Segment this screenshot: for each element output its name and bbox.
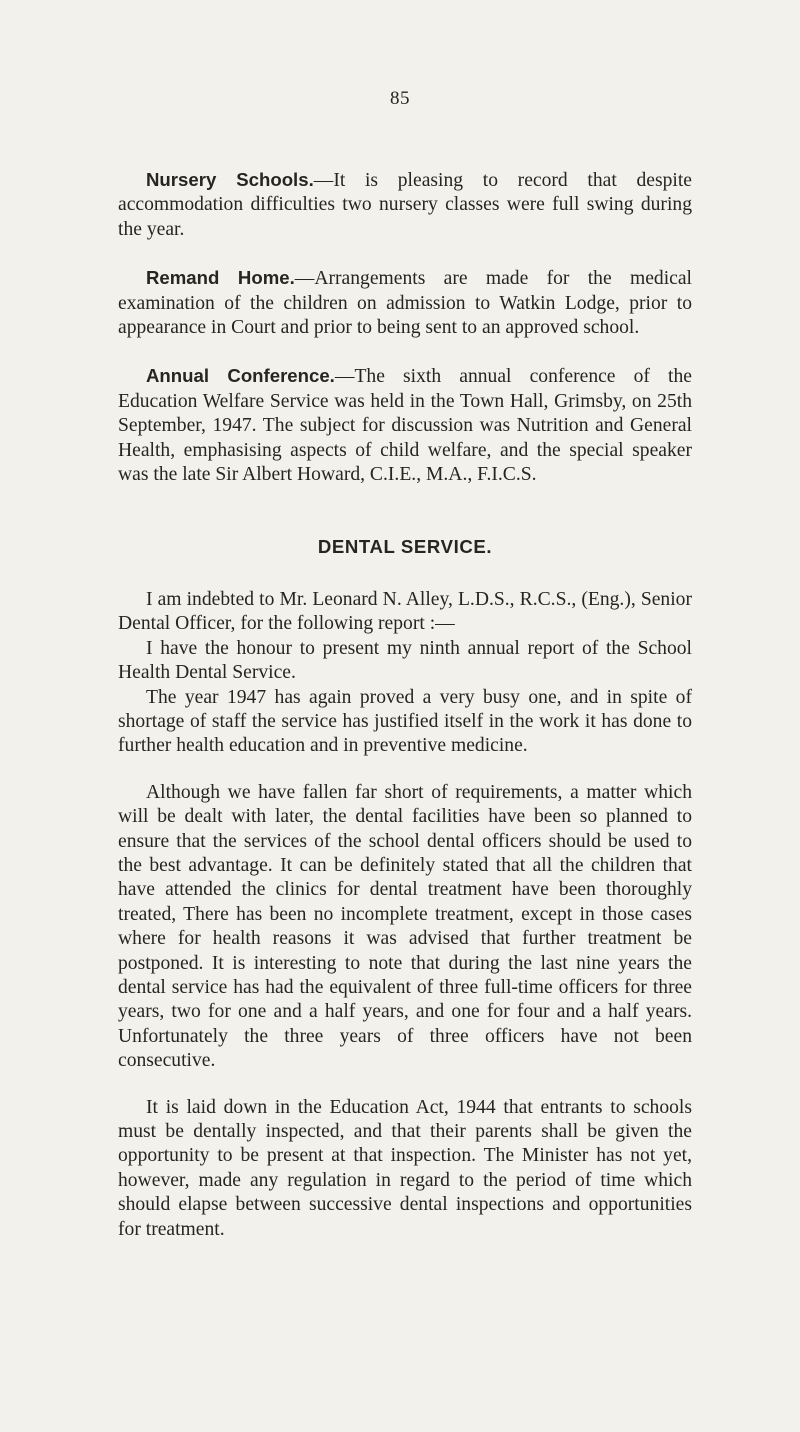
paragraph-text-annual-conference: —The sixth annual conference of the Education Welfare Service was held in the Town Hall, Grimsby, on 25th September, 1947. The subject for discussion was Nutrition and General Health, emphasising aspects of child welfare, and the special speaker was the late Sir Albert Howard, C.I.E., M.A., F.I.C.S. bbox=[118, 366, 692, 486]
section-heading-dental-service: DENTAL SERVICE. bbox=[317, 536, 493, 558]
paragraph-dental-report-2: The year 1947 has again proved a very busy one, and in spite of shortage of staff the service has justified itself in the work it has done to further health education and in preventive medicine. bbox=[118, 686, 692, 757]
paragraph-annual-conference bbox=[118, 364, 692, 487]
paragraph-text-nursery-schools: —It is pleasing to record that despite accommodation difficulties two nursery classes were full swing during the year. bbox=[118, 170, 692, 240]
paragraph-remand-home bbox=[118, 266, 692, 340]
paragraph-dental-report-4: It is laid down in the Education Act, 1944 that entrants to schools must be dentally inspected, and that their parents shall be given the opportunity to be present at that inspection. The Minister has not yet, however, made any regulation in regard to the period of time which should elapse between successive dental inspections and opportunities for treatment. bbox=[118, 1096, 692, 1240]
paragraph-dental-report-1: I have the honour to present my ninth annual report of the School Health Dental Service. bbox=[118, 637, 692, 684]
run-in-heading-remand-home: Remand Home. bbox=[146, 267, 295, 289]
page-body bbox=[118, 168, 692, 1242]
page-number: 85 bbox=[390, 88, 410, 109]
paragraph-dental-intro: I am indebted to Mr. Leonard N. Alley, L.D.S., R.C.S., (Eng.), Senior Dental Officer, for the following report :— bbox=[118, 588, 692, 635]
paragraph-text-remand-home: —Arrangements are made for the medical examination of the children on admission to Watkin Lodge, prior to appearance in Court and prior to being sent to an approved school. bbox=[118, 268, 692, 339]
paragraph-nursery-schools bbox=[118, 168, 692, 242]
run-in-heading-nursery-schools: Nursery Schools. bbox=[146, 169, 314, 190]
run-in-heading-annual-conference: Annual Conference. bbox=[146, 365, 335, 387]
paragraph-dental-report-3: Although we have fallen far short of requirements, a matter which will be dealt with later, the dental facilities have been so planned to ensure that the services of the school dental officers should be used to the best advantage. It can be definitely stated that all the children that have attended the clinics for dental treatment have been thoroughly treated, There has been no incomplete treatment, except in those cases where for health reasons it was advised that further treatment be postponed. It is interesting to note that during the last nine years the dental service has had the equivalent of three full-time officers for three years, two for one and a half years, and one for four and a half years. Unfortunately the three years of three officers have not been consecutive. bbox=[118, 781, 692, 1072]
